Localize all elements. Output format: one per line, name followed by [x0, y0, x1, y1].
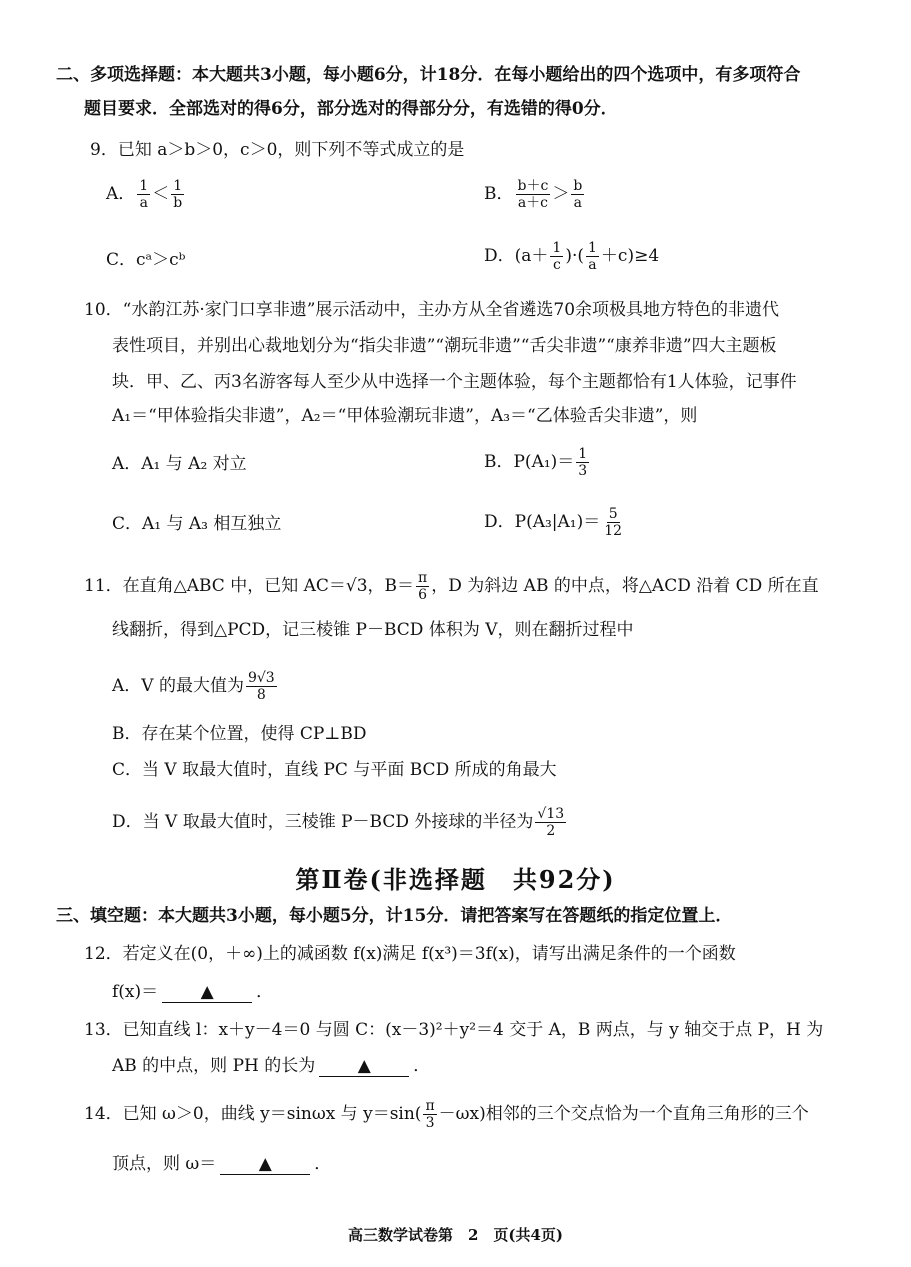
q11-line1: 11．在直角△ABC 中，已知 AC＝√3，B＝ $\frac{\pi}{6}$ ，D 为斜边 AB 的中点，将△ACD 沿着 CD 所在直 — [84, 570, 819, 603]
fraction: $\frac{\pi}{3}$ — [425, 1098, 435, 1131]
q13-line2: AB 的中点，则 PH 的长为 ▲ ． — [112, 1056, 431, 1076]
q11-option-d: D．当 V 取最大值时，三棱锥 P－BCD 外接球的半径为 $\frac{√13}{2}$ — [112, 806, 565, 839]
answer-blank[interactable]: ▲ — [162, 982, 252, 1003]
q11-option-c: C．当 V 取最大值时，直线 PC 与平面 BCD 所成的角最大 — [112, 760, 557, 780]
fraction: $\frac{√13}{2}$ — [537, 806, 565, 839]
q10-option-a: A．A₁ 与 A₂ 对立 — [112, 454, 247, 474]
answer-blank[interactable]: ▲ — [319, 1056, 409, 1077]
section2-header-line1: 二、多项选择题：本大题共3小题，每小题6分，计18分．在每小题给出的四个选项中，有多项符合 — [56, 65, 801, 85]
fraction: $\frac{1}{c}$ — [552, 240, 562, 273]
option-label: A． — [106, 184, 136, 204]
q14-line1: 14．已知 ω＞0，曲线 y＝sinωx 与 y＝sin( $\frac{\pi}{3}$ －ωx)相邻的三个交点恰为一个直角三角形的三个 — [84, 1098, 809, 1131]
section3-header: 三、填空题：本大题共3小题，每小题5分，计15分．请把答案写在答题纸的指定位置上． — [56, 906, 733, 926]
q10-line2: 表性项目，并别出心裁地划分为“指尖非遗”“潮玩非遗”“舌尖非遗”“康养非遗”四大主题板 — [112, 336, 777, 356]
fraction: $\frac{9√3}{8}$ — [247, 670, 275, 703]
q10-option-d: D．P(A₃|A₁)＝ $\frac{5}{12}$ — [484, 506, 623, 539]
answer-blank[interactable]: ▲ — [220, 1154, 310, 1175]
fraction: $\frac{1}{3}$ — [578, 446, 588, 479]
q12-line2: f(x)＝ ▲ ． — [112, 982, 274, 1002]
fraction: $\frac{1}{b}$ — [173, 178, 183, 211]
fraction: $\frac{5}{12}$ — [604, 506, 623, 539]
fraction: $\frac{b}{a}$ — [573, 178, 583, 211]
q9-stem: 9．已知 a＞b＞0，c＞0，则下列不等式成立的是 — [90, 140, 465, 160]
fraction: $\frac{\pi}{6}$ — [418, 570, 428, 603]
section2-header-line2: 题目要求．全部选对的得6分，部分选对的得部分分，有选错的得0分． — [84, 99, 618, 119]
q13-line1: 13．已知直线 l：x＋y－4＝0 与圆 C：(x－3)²＋y²＝4 交于 A，B 两点，与 y 轴交于点 P，H 为 — [84, 1020, 824, 1040]
q10-line4: A₁＝“甲体验指尖非遗”，A₂＝“甲体验潮玩非遗”，A₃＝“乙体验舌尖非遗”，则 — [112, 406, 698, 426]
q10-option-c: C．A₁ 与 A₃ 相互独立 — [112, 514, 282, 534]
fraction: $\frac{1}{a}$ — [139, 178, 149, 211]
q12-line1: 12．若定义在(0，＋∞)上的减函数 f(x)满足 f(x³)＝3f(x)，请写出满足条件的一个函数 — [84, 944, 736, 964]
q9-option-c: C．cᵃ＞cᵇ — [106, 250, 186, 270]
page-footer: 高三数学试卷第 2 页(共4页) — [347, 1226, 564, 1244]
q9-option-d: D．(a＋ $\frac{1}{c}$ )·( $\frac{1}{a}$ ＋c)≥4 — [484, 240, 660, 273]
fraction: $\frac{b+c}{a+c}$ — [517, 178, 549, 211]
part2-title: 第Ⅱ卷(非选择题 共92分) — [295, 865, 616, 894]
q10-line1: 10．“水韵江苏·家门口享非遗”展示活动中，主办方从全省遴选70余项极具地方特色的非遗代 — [84, 300, 780, 320]
option-label: B． — [484, 184, 514, 204]
q11-option-b: B．存在某个位置，使得 CP⊥BD — [112, 724, 367, 744]
q11-option-a: A．V 的最大值为 $\frac{9√3}{8}$ — [112, 670, 275, 703]
q11-line2: 线翻折，得到△PCD，记三棱锥 P－BCD 体积为 V，则在翻折过程中 — [112, 620, 634, 640]
q10-line3: 块．甲、乙、丙3名游客每人至少从中选择一个主题体验，每个主题都恰有1人体验，记事件 — [112, 372, 797, 392]
q14-line2: 顶点，则 ω＝ ▲ ． — [112, 1154, 332, 1174]
q10-option-b: B．P(A₁)＝ $\frac{1}{3}$ — [484, 446, 588, 479]
q9-option-a: A． $\frac{1}{a}$ ＜ $\frac{1}{b}$ — [106, 178, 183, 211]
fraction: $\frac{1}{a}$ — [588, 240, 597, 273]
q9-option-b: B． $\frac{b+c}{a+c}$ ＞ $\frac{b}{a}$ — [484, 178, 583, 211]
